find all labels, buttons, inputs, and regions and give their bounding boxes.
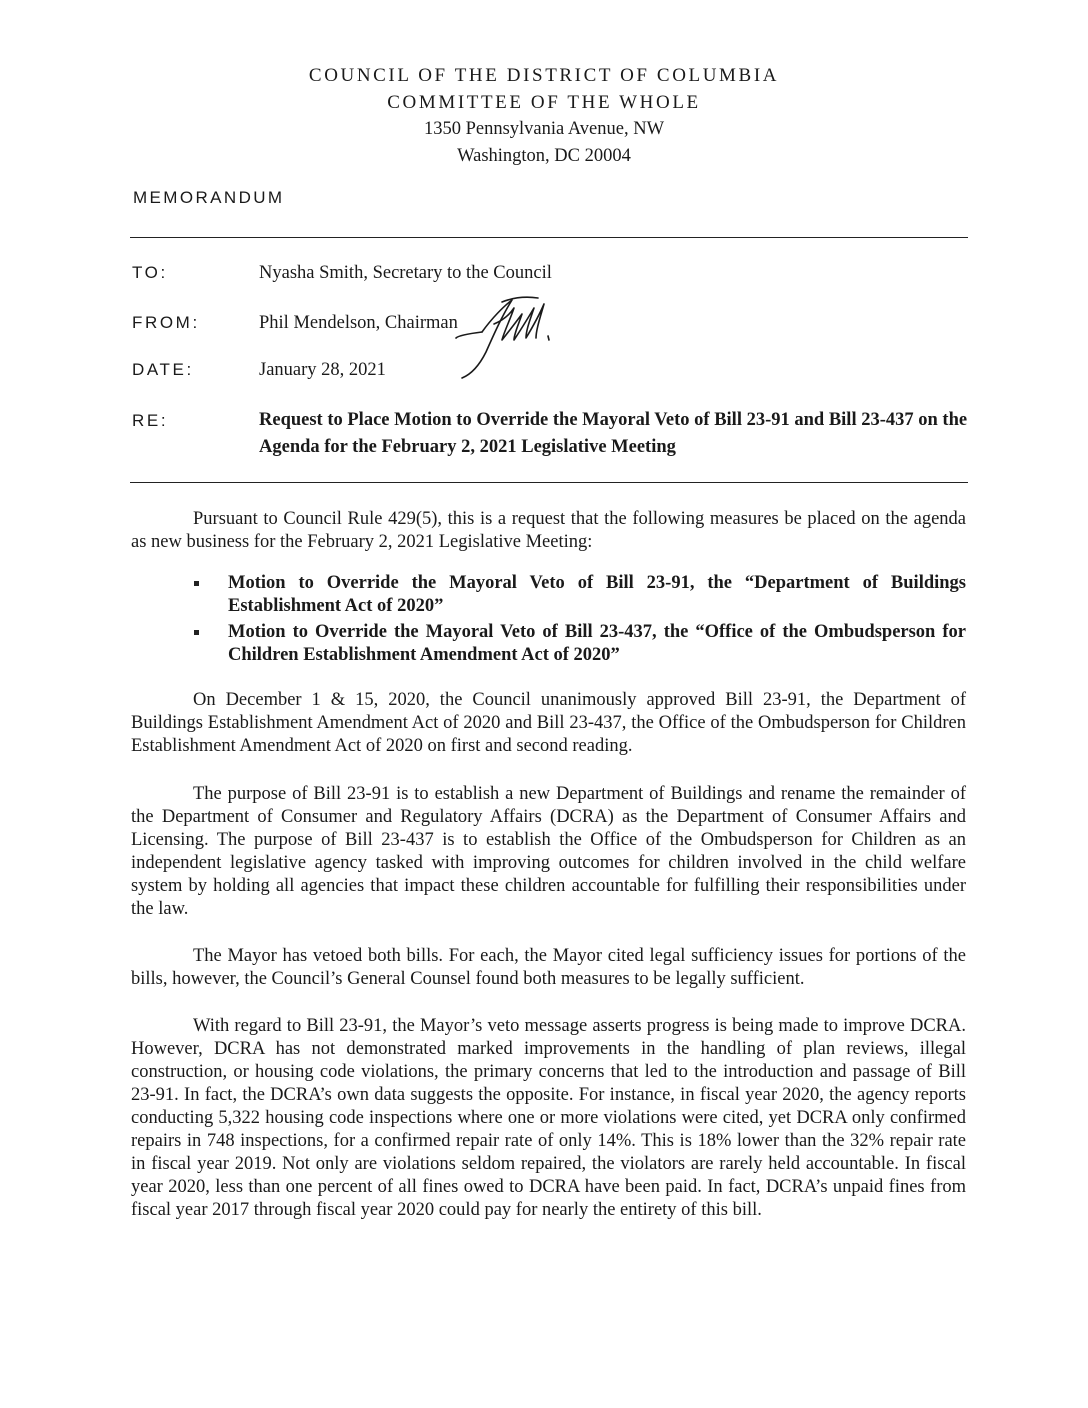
paragraph-approval: On December 1 & 15, 2020, the Council unanimously approved Bill 23-91, the Department of Buildings Establishment Amendment Act of 2020 and Bill 23-437, the Office of the Ombudsperson for Children Establishment Amendment Act of 2020 on first and second reading. xyxy=(131,690,966,756)
list-item xyxy=(194,572,966,618)
letterhead-city: Washington, DC 20004 xyxy=(457,146,631,166)
letterhead-street: 1350 Pennsylvania Avenue, NW xyxy=(423,119,665,139)
to-value: Nyasha Smith, Secretary to the Council xyxy=(259,263,552,283)
re-label: RE: xyxy=(132,411,169,430)
re-subject: Request to Place Motion to Override the Mayoral Veto of Bill 23-91 and Bill 23-437 on the Agenda for the February 2, 2021 Legislative Meeting xyxy=(259,410,968,457)
signature-icon xyxy=(452,294,562,380)
letterhead-council: COUNCIL OF THE DISTRICT OF COLUMBIA xyxy=(308,65,780,86)
header-top-divider xyxy=(130,237,968,238)
intro-paragraph: Pursuant to Council Rule 429(5), this is a request that the following measures be placed on the agenda as new business for the February 2, 2021 Legislative Meeting: xyxy=(131,509,966,552)
header-bottom-divider xyxy=(130,482,968,483)
bullet-icon xyxy=(194,630,199,635)
paragraph-dcra: With regard to Bill 23-91, the Mayor’s veto message asserts progress is being made to improve DCRA. However, DCRA has not demonstrated marked improvements in the handling of plan reviews, illegal construction, or housing code violations, the primary concerns that led to the introduction and passage of Bill 23-91. In fact, the DCRA’s own data suggests the opposite. For instance, in fiscal year 2020, the agency reports conducting 5,322 housing code inspections where one or more violations were cited, yet DCRA only confirmed repairs in 748 inspections, for a confirmed repair rate of only 14%. This is 18% lower than the 32% repair rate in fiscal year 2019. Not only are violations seldom repaired, the violators are rarely held accountable. In fiscal year 2020, less than one percent of all fines owed to DCRA have been paid. In fact, DCRA’s unpaid fines from fiscal year 2017 through fiscal year 2020 could pay for nearly the entirety of this bill. xyxy=(131,1016,966,1220)
letterhead xyxy=(0,62,1088,170)
measures-list xyxy=(194,572,966,670)
bullet-icon xyxy=(194,581,199,586)
list-item-text: Motion to Override the Mayoral Veto of Bill 23-91, the “Department of Buildings Establishment Act of 2020” xyxy=(228,573,966,616)
paragraph-purpose: The purpose of Bill 23-91 is to establish a new Department of Buildings and rename the remainder of the Department of Consumer and Regulatory Affairs (DCRA) as the Department of Consumer Affairs and Licensing. The purpose of Bill 23-437 is to establish the Office of the Ombudsperson for Children as an independent legislative agency tasked with improving outcomes for children involved in the child welfare system by holding all agencies that impact these children accountable for fulfilling their responsibilities under the law. xyxy=(131,784,966,919)
date-value: January 28, 2021 xyxy=(259,360,386,380)
paragraph-veto: The Mayor has vetoed both bills. For each, the Mayor cited legal sufficiency issues for portions of the bills, however, the Council’s General Counsel found both measures to be legally sufficient. xyxy=(131,946,966,989)
memorandum-label: MEMORANDUM xyxy=(133,188,285,207)
letterhead-committee: COMMITTEE OF THE WHOLE xyxy=(387,92,701,113)
from-value: Phil Mendelson, Chairman xyxy=(259,313,458,333)
from-label: FROM: xyxy=(132,313,200,332)
list-item-text: Motion to Override the Mayoral Veto of Bill 23-437, the “Office of the Ombudsperson for Children Establishment Amendment Act of 2020” xyxy=(228,622,966,665)
to-label: TO: xyxy=(132,263,168,282)
list-item xyxy=(194,621,966,667)
date-label: DATE: xyxy=(132,360,194,379)
